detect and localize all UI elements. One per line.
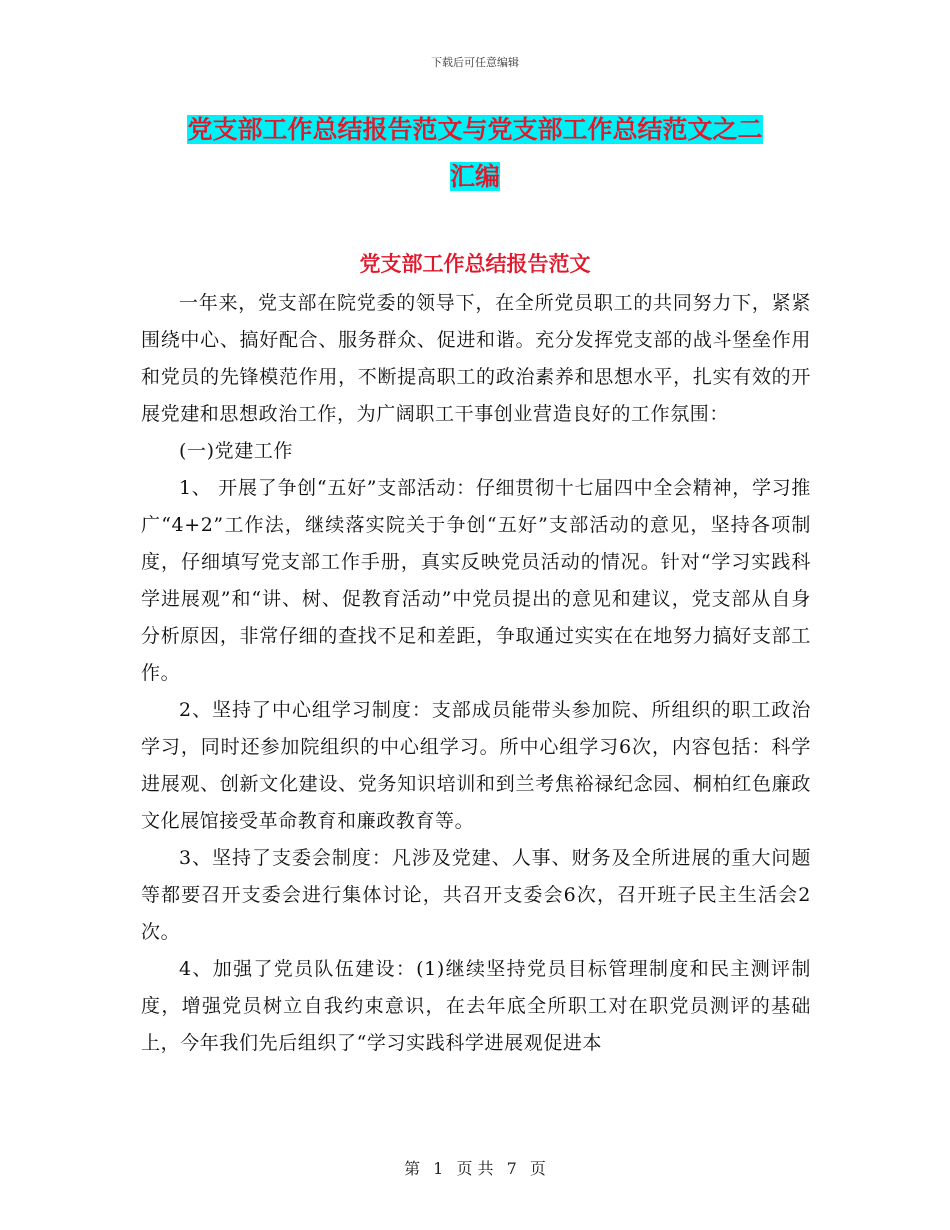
document-title-line2: 汇编 (449, 162, 500, 191)
header-note: 下载后可任意编辑 (431, 56, 519, 69)
footer-total-pages: 7 (506, 1159, 517, 1178)
paragraph-item-3: 3、坚持了支委会制度：凡涉及党建、人事、财务及全所进展的重大问题等都要召开支委会进行集体讨论，共召开支委会6次，召开班子民主生活会2次。 (141, 847, 811, 943)
document-title (140, 106, 810, 200)
document-title-line1: 党支部工作总结报告范文与党支部工作总结范文之二 (187, 115, 763, 144)
paragraph-item-2: 2、坚持了中心组学习制度：支部成员能带头参加院、所组织的职工政治学习，同时还参加院组织的中心组学习。所中心组学习6次，内容包括：科学进展观、创新文化建设、党务知识培训和到兰考焦裕禄纪念园、桐柏红色廉政文化展馆接受革命教育和廉政教育等。 (141, 699, 811, 832)
footer-prefix: 第 (404, 1159, 421, 1178)
paragraph-intro: 一年来，党支部在院党委的领导下，在全所党员职工的共同努力下，紧紧围绕中心、搞好配合、服务群众、促进和谐。充分发挥党支部的战斗堡垒作用和党员的先锋模范作用，不断提高职工的政治素养和思想水平，扎实有效的开展党建和思想政治工作，为广阔职工干事创业营造良好的工作氛围： (141, 292, 811, 425)
footer-page-number: 1 (433, 1159, 444, 1178)
body-text (141, 285, 811, 1062)
paragraph-item-1: 1、 开展了争创“五好”支部活动：仔细贯彻十七届四中全会精神，学习推广“4+2”工作法，继续落实院关于争创“五好”支部活动的意见，坚持各项制度，仔细填写党支部工作手册，真实反映党员活动的情况。针对“学习实践科学进展观”和“讲、树、促教育活动”中党员提出的意见和建议，党支部从自身分析原因，非常仔细的查找不足和差距，争取通过实实在在地努力搞好支部工作。 (141, 477, 811, 684)
footer-middle: 页 共 (456, 1159, 494, 1178)
footer-suffix: 页 (529, 1159, 546, 1178)
page-footer (0, 1156, 950, 1179)
section-title: 党支部工作总结报告范文 (359, 252, 591, 276)
paragraph-item-4: 4、加强了党员队伍建设：(1)继续坚持党员目标管理制度和民主测评制度，增强党员树立自我约束意识，在去年底全所职工对在职党员测评的基础上，今年我们先后组织了“学习实践科学进展观促进本 (141, 958, 811, 1054)
paragraph-heading-party-building: (一)党建工作 (179, 440, 294, 462)
